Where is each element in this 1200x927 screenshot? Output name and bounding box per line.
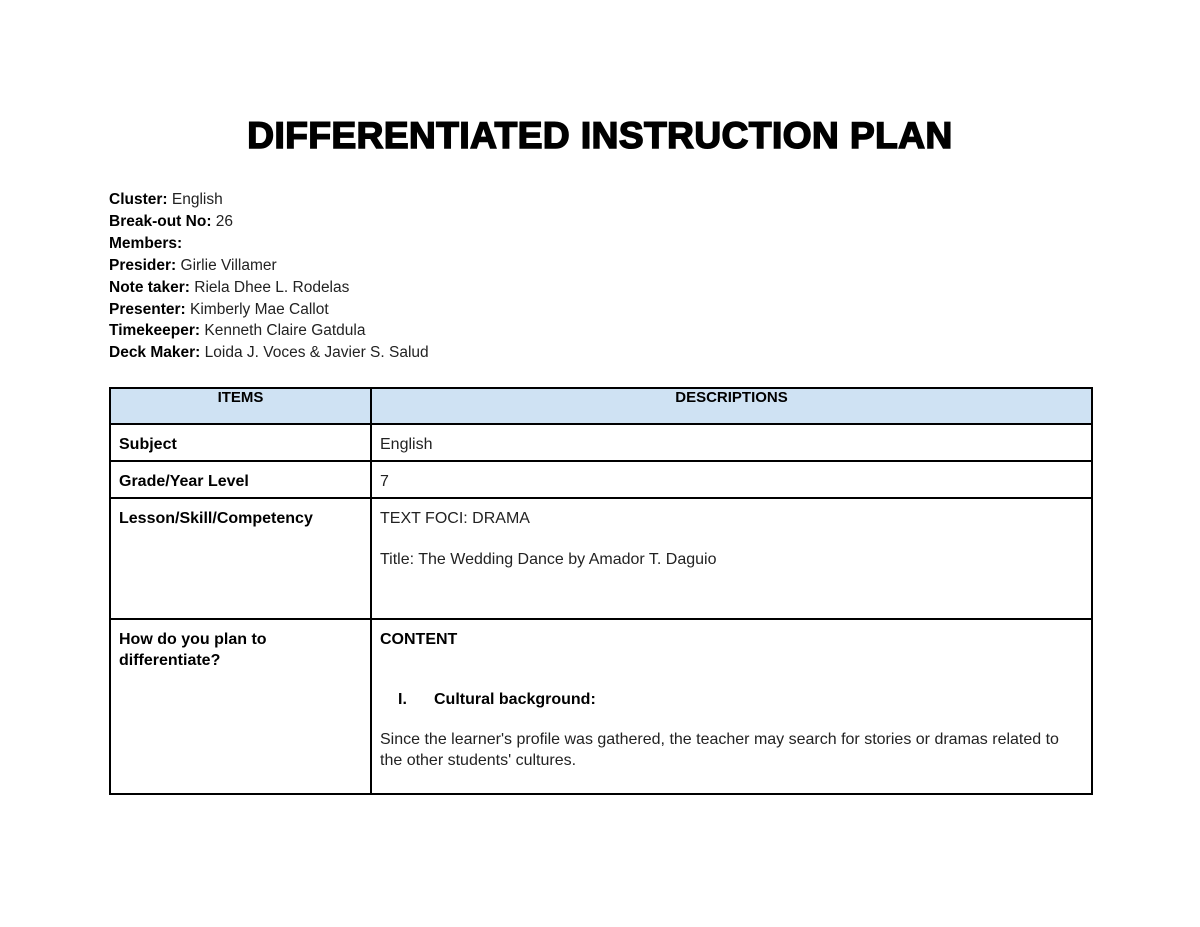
content-heading: CONTENT <box>380 631 458 648</box>
document-title: DIFFERENTIATED INSTRUCTION PLAN <box>247 115 953 156</box>
presenter-row <box>109 299 429 321</box>
cluster-row <box>109 189 429 211</box>
cluster-value: English <box>171 191 223 208</box>
timekeeper-label: Timekeeper: <box>109 322 201 340</box>
text-foci: TEXT FOCI: DRAMA <box>380 510 530 527</box>
breakout-value: 26 <box>215 212 234 230</box>
descriptions-header: DESCRIPTIONS <box>371 388 1092 424</box>
list-marker: I. <box>398 691 407 708</box>
deck-maker-value: Loida J. Voces & Javier S. Salud <box>204 344 429 362</box>
members-row <box>109 233 429 255</box>
presenter-label: Presenter: <box>109 300 186 318</box>
table-row <box>110 619 1092 794</box>
deck-maker-row <box>109 342 429 364</box>
breakout-row <box>109 211 429 233</box>
presider-label: Presider: <box>109 256 177 274</box>
table-row <box>110 424 1092 461</box>
members-label: Members: <box>109 234 183 252</box>
note-taker-label: Note taker: <box>109 278 190 296</box>
cluster-label: Cluster: <box>109 191 168 208</box>
breakout-label: Break-out No: <box>109 212 212 230</box>
lesson-title: Title: The Wedding Dance by Amador T. Daguio <box>380 551 717 568</box>
note-taker-row <box>109 277 429 299</box>
differentiate-description <box>372 620 1091 771</box>
lesson-label: Lesson/Skill/Competency <box>119 510 313 527</box>
table-row <box>110 498 1092 619</box>
presider-value: Girlie Villamer <box>180 256 277 274</box>
lesson-description <box>372 499 1091 570</box>
differentiate-label: How do you plan to differentiate? <box>119 631 267 669</box>
presenter-value: Kimberly Mae Callot <box>190 300 329 318</box>
presider-row <box>109 255 429 277</box>
list-item-text: Cultural background: <box>434 691 596 708</box>
items-header: ITEMS <box>110 388 371 424</box>
cultural-background-text: Since the learner's profile was gathered, the teacher may search for stories or dramas related to the other students' cultures. <box>380 731 1059 769</box>
timekeeper-value: Kenneth Claire Gatdula <box>204 322 366 340</box>
note-taker-value: Riela Dhee L. Rodelas <box>194 278 350 296</box>
plan-table <box>109 387 1093 795</box>
table-row <box>110 461 1092 498</box>
subject-value: English <box>380 436 433 453</box>
list-item <box>380 689 1083 710</box>
subject-label: Subject <box>119 436 177 453</box>
group-details <box>109 189 429 364</box>
grade-label: Grade/Year Level <box>119 473 249 490</box>
table-header-row <box>110 388 1092 424</box>
timekeeper-row <box>109 320 429 342</box>
grade-value: 7 <box>380 473 389 490</box>
deck-maker-label: Deck Maker: <box>109 344 201 362</box>
